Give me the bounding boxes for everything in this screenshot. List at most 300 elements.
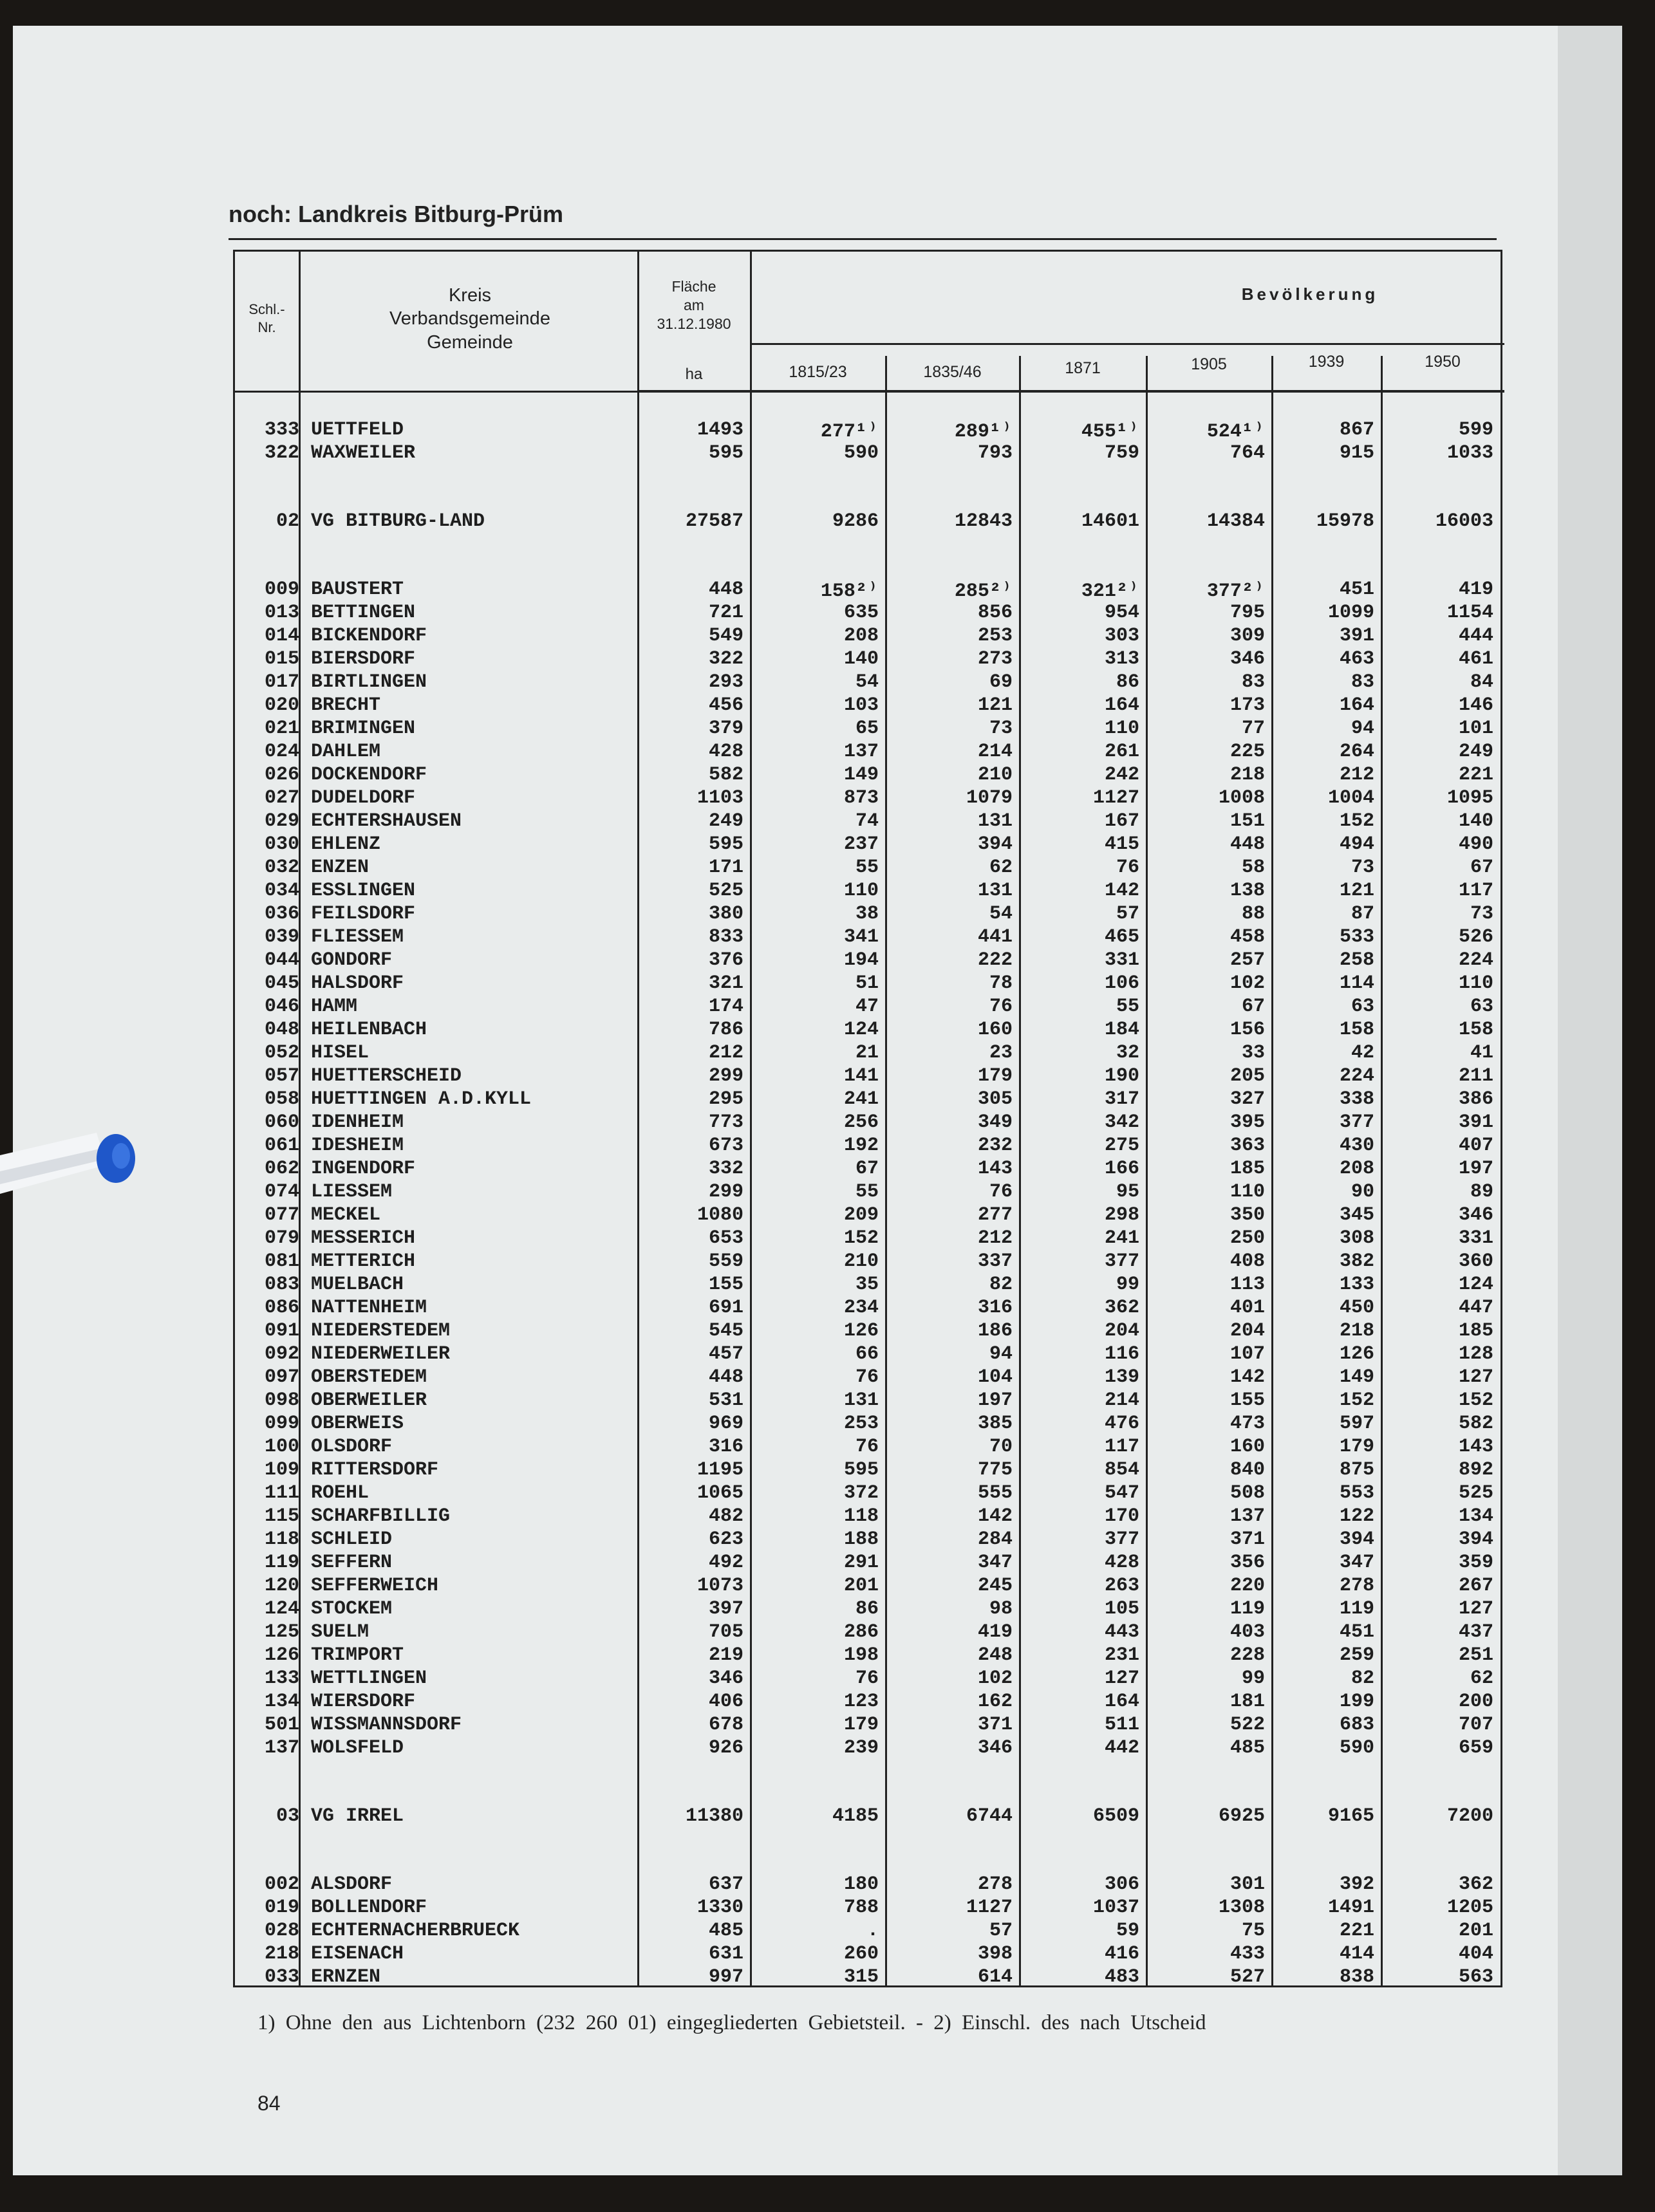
cell-population: 221 xyxy=(1458,764,1493,786)
cell-population: 1079 xyxy=(966,787,1013,809)
cell-population: 6925 xyxy=(1218,1805,1265,1827)
cell-population: 458 xyxy=(1230,926,1265,948)
cell-population: 67 xyxy=(1241,996,1265,1018)
table-row xyxy=(235,1482,1501,1505)
cell-population: 131 xyxy=(977,880,1013,902)
cell-population: 35 xyxy=(855,1274,879,1296)
cell-name: BIERSDORF xyxy=(311,648,416,670)
cell-name: METTERICH xyxy=(311,1250,416,1272)
cell-area: 171 xyxy=(708,857,743,878)
cell-population: 599 xyxy=(1458,419,1493,441)
cell-population: 23 xyxy=(989,1042,1013,1064)
cell-population: 126 xyxy=(1339,1343,1374,1365)
cell-population: 317 xyxy=(1104,1088,1139,1110)
cell-population: 273 xyxy=(977,648,1013,670)
cell-area: 637 xyxy=(708,1873,743,1895)
cell-population: 221 xyxy=(1339,1920,1374,1942)
cell-nr: 086 xyxy=(264,1297,299,1319)
table-row xyxy=(235,1966,1501,1989)
cell-nr: 057 xyxy=(264,1065,299,1087)
adjacent-page-edge xyxy=(1558,26,1622,2175)
cell-population: 331 xyxy=(1458,1227,1493,1249)
cell-population: 110 xyxy=(1230,1181,1265,1203)
cell-population: 401 xyxy=(1230,1297,1265,1319)
cell-population: 1095 xyxy=(1446,787,1493,809)
table-row xyxy=(235,1088,1501,1111)
table-row xyxy=(235,1111,1501,1135)
cell-area: 457 xyxy=(708,1343,743,1365)
title-rule xyxy=(229,238,1497,240)
cell-population: 4185 xyxy=(832,1805,879,1827)
cell-population: 211 xyxy=(1458,1065,1493,1087)
cell-population: 441 xyxy=(977,926,1013,948)
cell-name: OLSDORF xyxy=(311,1436,393,1458)
cell-nr: 013 xyxy=(264,602,299,624)
table-row xyxy=(235,996,1501,1019)
table-row xyxy=(235,1250,1501,1274)
cell-population: 465 xyxy=(1104,926,1139,948)
cell-population: 76 xyxy=(855,1366,879,1388)
table-row xyxy=(235,671,1501,694)
cell-population: 873 xyxy=(843,787,879,809)
cell-population: 511 xyxy=(1104,1714,1139,1736)
cell-population: 42 xyxy=(1351,1042,1374,1064)
cell-population: 614 xyxy=(977,1966,1013,1988)
cell-population: 197 xyxy=(977,1389,1013,1411)
table-row xyxy=(235,1297,1501,1320)
cell-name: FEILSDORF xyxy=(311,903,416,925)
cell-name: RITTERSDORF xyxy=(311,1459,439,1481)
cell-area: 380 xyxy=(708,903,743,925)
cell-nr: 033 xyxy=(264,1966,299,1988)
cell-nr: 026 xyxy=(264,764,299,786)
cell-name: SCHARFBILLIG xyxy=(311,1505,451,1527)
cell-area: 545 xyxy=(708,1320,743,1342)
cell-population: 1491 xyxy=(1327,1897,1374,1919)
cell-population: 194 xyxy=(843,949,879,971)
cell-area: 997 xyxy=(708,1966,743,1988)
table-row xyxy=(235,1575,1501,1598)
cell-population: 838 xyxy=(1339,1966,1374,1988)
cell-population: 127 xyxy=(1458,1366,1493,1388)
cell-area: 492 xyxy=(708,1552,743,1574)
cell-population: 394 xyxy=(977,833,1013,855)
cell-population: 32 xyxy=(1116,1042,1139,1064)
cell-population: 86 xyxy=(855,1598,879,1620)
cell-population: 1008 xyxy=(1218,787,1265,809)
cell-nr: 218 xyxy=(264,1943,299,1965)
cell-population: 309 xyxy=(1230,625,1265,647)
cell-population: 553 xyxy=(1339,1482,1374,1504)
cell-population: 137 xyxy=(843,741,879,763)
cell-population: 128 xyxy=(1458,1343,1493,1365)
cell-population: 394 xyxy=(1458,1529,1493,1550)
cell-population: 9165 xyxy=(1327,1805,1374,1827)
cell-population: 76 xyxy=(855,1436,879,1458)
table-row xyxy=(235,810,1501,833)
cell-population: 331 xyxy=(1104,949,1139,971)
cell-population: 263 xyxy=(1104,1575,1139,1597)
footnote: 1) Ohne den aus Lichtenborn (232 260 01) eingegliederten Gebietsteil. - 2) Einschl. des nach Utscheid xyxy=(257,2011,1206,2034)
cell-population: 522 xyxy=(1230,1714,1265,1736)
cell-nr: 081 xyxy=(264,1250,299,1272)
cell-population: 707 xyxy=(1458,1714,1493,1736)
cell-population: 261 xyxy=(1104,741,1139,763)
cell-population: 188 xyxy=(843,1529,879,1550)
cell-area: 155 xyxy=(708,1274,743,1296)
header-rule xyxy=(750,343,1504,345)
cell-area: 525 xyxy=(708,880,743,902)
cell-population: 198 xyxy=(843,1644,879,1666)
cell-name: IDESHEIM xyxy=(311,1135,404,1157)
cell-population: 451 xyxy=(1339,579,1374,600)
cell-area: 27587 xyxy=(685,510,743,532)
table-row xyxy=(235,1598,1501,1621)
cell-population: 1154 xyxy=(1446,602,1493,624)
cell-name: OBERSTEDEM xyxy=(311,1366,427,1388)
cell-population: 152 xyxy=(1339,810,1374,832)
cell-name: ROEHL xyxy=(311,1482,369,1504)
cell-population: 76 xyxy=(989,996,1013,1018)
cell-population: 371 xyxy=(1230,1529,1265,1550)
table-row xyxy=(235,648,1501,671)
cell-population: 218 xyxy=(1230,764,1265,786)
cell-population: 164 xyxy=(1339,694,1374,716)
cell-name: WAXWEILER xyxy=(311,442,416,464)
cell-population: 76 xyxy=(989,1181,1013,1203)
cell-population: 635 xyxy=(843,602,879,624)
cell-population: 298 xyxy=(1104,1204,1139,1226)
cell-population: 245 xyxy=(977,1575,1013,1597)
cell-population: 114 xyxy=(1339,972,1374,994)
cell-population: 483 xyxy=(1104,1966,1139,1988)
cell-population: 118 xyxy=(843,1505,879,1527)
cell-population: 386 xyxy=(1458,1088,1493,1110)
cell-population: 775 xyxy=(977,1459,1013,1481)
cell-area: 174 xyxy=(708,996,743,1018)
cell-population: 158 xyxy=(1339,1019,1374,1041)
cell-population: 590 xyxy=(1339,1737,1374,1759)
cell-name: SEFFERN xyxy=(311,1552,393,1574)
cell-population: 173 xyxy=(1230,694,1265,716)
cell-area: 833 xyxy=(708,926,743,948)
cell-nr: 048 xyxy=(264,1019,299,1041)
cell-name: BRECHT xyxy=(311,694,381,716)
cell-population: 448 xyxy=(1230,833,1265,855)
cell-area: 456 xyxy=(708,694,743,716)
table-row xyxy=(235,1459,1501,1482)
cell-population: 167 xyxy=(1104,810,1139,832)
cell-population: 63 xyxy=(1470,996,1493,1018)
header-name: Kreis Verbandsgemeinde Gemeinde xyxy=(389,285,550,353)
cell-nr: 034 xyxy=(264,880,299,902)
cell-population: 209 xyxy=(843,1204,879,1226)
header-year: 1939 xyxy=(1308,353,1345,371)
cell-nr: 097 xyxy=(264,1366,299,1388)
cell-name: BICKENDORF xyxy=(311,625,427,647)
cell-name: WOLSFELD xyxy=(311,1737,404,1759)
cell-population: 315 xyxy=(843,1966,879,1988)
cell-population: 205 xyxy=(1230,1065,1265,1087)
cell-name: BOLLENDORF xyxy=(311,1897,427,1919)
cell-population: 83 xyxy=(1241,671,1265,693)
cell-population: 527 xyxy=(1230,1966,1265,1988)
cell-population: 253 xyxy=(977,625,1013,647)
cell-population: 347 xyxy=(977,1552,1013,1574)
cell-area: 559 xyxy=(708,1250,743,1272)
cell-population: 41 xyxy=(1470,1042,1493,1064)
cell-population: 76 xyxy=(1116,857,1139,878)
table-row xyxy=(235,1529,1501,1552)
cell-population: 14384 xyxy=(1206,510,1265,532)
cell-area: 406 xyxy=(708,1691,743,1713)
cell-population: 291 xyxy=(843,1552,879,1574)
cell-population: 306 xyxy=(1104,1873,1139,1895)
table-row xyxy=(235,764,1501,787)
cell-population: 98 xyxy=(989,1598,1013,1620)
cell-population: 360 xyxy=(1458,1250,1493,1272)
cell-population: 362 xyxy=(1104,1297,1139,1319)
cell-area: 219 xyxy=(708,1644,743,1666)
population-table xyxy=(233,250,1502,1987)
cell-population: 285²⁾ xyxy=(954,581,1013,602)
cell-nr: 100 xyxy=(264,1436,299,1458)
cell-area: 428 xyxy=(708,741,743,763)
cell-population: 6509 xyxy=(1092,1805,1139,1827)
cell-population: 142 xyxy=(1230,1366,1265,1388)
table-row xyxy=(235,718,1501,741)
cell-population: 377 xyxy=(1339,1111,1374,1133)
table-row xyxy=(235,1042,1501,1065)
cell-population: 210 xyxy=(843,1250,879,1272)
cell-population: 143 xyxy=(1458,1436,1493,1458)
cell-name: BIRTLINGEN xyxy=(311,671,427,693)
cell-nr: 029 xyxy=(264,810,299,832)
cell-population: 121 xyxy=(1339,880,1374,902)
table-row xyxy=(235,1552,1501,1575)
cell-nr: 060 xyxy=(264,1111,299,1133)
cell-nr: 03 xyxy=(276,1805,299,1827)
cell-area: 773 xyxy=(708,1111,743,1133)
cell-population: 134 xyxy=(1458,1505,1493,1527)
cell-population: 659 xyxy=(1458,1737,1493,1759)
cell-nr: 111 xyxy=(264,1482,299,1504)
cell-area: 969 xyxy=(708,1413,743,1435)
table-row xyxy=(235,1920,1501,1943)
cell-population: 158 xyxy=(1458,1019,1493,1041)
header-year: 1905 xyxy=(1191,355,1227,373)
cell-population: 162 xyxy=(977,1691,1013,1713)
cell-population: 76 xyxy=(855,1668,879,1689)
cell-population: 1099 xyxy=(1327,602,1374,624)
cell-population: 547 xyxy=(1104,1482,1139,1504)
page-number: 84 xyxy=(257,2092,281,2115)
cell-population: 1037 xyxy=(1092,1897,1139,1919)
cell-population: 394 xyxy=(1339,1529,1374,1550)
cell-population: 106 xyxy=(1104,972,1139,994)
cell-nr: 017 xyxy=(264,671,299,693)
cell-population: 875 xyxy=(1339,1459,1374,1481)
cell-area: 397 xyxy=(708,1598,743,1620)
cell-nr: 009 xyxy=(264,579,299,600)
table-row xyxy=(235,1873,1501,1897)
cell-population: 224 xyxy=(1458,949,1493,971)
cell-population: 237 xyxy=(843,833,879,855)
cell-population: 16003 xyxy=(1435,510,1493,532)
cell-population: 1127 xyxy=(966,1897,1013,1919)
header-year: 1815/23 xyxy=(789,363,847,381)
cell-population: 590 xyxy=(843,442,879,464)
cell-population: 683 xyxy=(1339,1714,1374,1736)
cell-population: 104 xyxy=(977,1366,1013,1388)
cell-nr: 020 xyxy=(264,694,299,716)
cell-population: 308 xyxy=(1339,1227,1374,1249)
cell-area: 926 xyxy=(708,1737,743,1759)
table-row xyxy=(235,1436,1501,1459)
cell-population: 69 xyxy=(989,671,1013,693)
table-row xyxy=(235,1227,1501,1250)
cell-population: 316 xyxy=(977,1297,1013,1319)
cell-population: 101 xyxy=(1458,718,1493,739)
cell-population: 158²⁾ xyxy=(820,581,879,602)
cell-population: 210 xyxy=(977,764,1013,786)
cell-name: OBERWEILER xyxy=(311,1389,427,1411)
cell-population: 21 xyxy=(855,1042,879,1064)
cell-population: 184 xyxy=(1104,1019,1139,1041)
cell-population: 103 xyxy=(843,694,879,716)
cell-area: 346 xyxy=(708,1668,743,1689)
table-row xyxy=(235,1805,1501,1828)
table-row xyxy=(235,1204,1501,1227)
cell-population: 377 xyxy=(1104,1250,1139,1272)
cell-population: 359 xyxy=(1458,1552,1493,1574)
table-row xyxy=(235,1668,1501,1691)
cell-population: 345 xyxy=(1339,1204,1374,1226)
cell-population: 185 xyxy=(1230,1158,1265,1180)
table-row xyxy=(235,1691,1501,1714)
cell-population: 117 xyxy=(1104,1436,1139,1458)
cell-population: 57 xyxy=(1116,903,1139,925)
cell-population: 232 xyxy=(977,1135,1013,1157)
cell-population: 403 xyxy=(1230,1621,1265,1643)
cell-nr: 045 xyxy=(264,972,299,994)
cell-population: 6744 xyxy=(966,1805,1013,1827)
cell-population: 404 xyxy=(1458,1943,1493,1965)
cell-nr: 083 xyxy=(264,1274,299,1296)
cell-population: 121 xyxy=(977,694,1013,716)
cell-population: 181 xyxy=(1230,1691,1265,1713)
cell-population: 142 xyxy=(1104,880,1139,902)
cell-area: 299 xyxy=(708,1065,743,1087)
cell-name: HUETTERSCHEID xyxy=(311,1065,462,1087)
cell-area: 379 xyxy=(708,718,743,739)
cell-nr: 109 xyxy=(264,1459,299,1481)
cell-name: SCHLEID xyxy=(311,1529,393,1550)
cell-area: 1073 xyxy=(697,1575,743,1597)
cell-area: 673 xyxy=(708,1135,743,1157)
cell-name: SUELM xyxy=(311,1621,369,1643)
cell-population: 123 xyxy=(843,1691,879,1713)
cell-area: 531 xyxy=(708,1389,743,1411)
cell-population: 437 xyxy=(1458,1621,1493,1643)
cell-population: 258 xyxy=(1339,949,1374,971)
cell-area: 11380 xyxy=(685,1805,743,1827)
cell-population: 141 xyxy=(843,1065,879,1087)
cell-population: 62 xyxy=(989,857,1013,878)
cell-area: 653 xyxy=(708,1227,743,1249)
cell-nr: 062 xyxy=(264,1158,299,1180)
cell-nr: 058 xyxy=(264,1088,299,1110)
cell-nr: 137 xyxy=(264,1737,299,1759)
cell-population: 214 xyxy=(977,741,1013,763)
cell-population: 116 xyxy=(1104,1343,1139,1365)
cell-population: 476 xyxy=(1104,1413,1139,1435)
cell-area: 1080 xyxy=(697,1204,743,1226)
cell-population: 55 xyxy=(855,1181,879,1203)
cell-population: 146 xyxy=(1458,694,1493,716)
cell-population: 83 xyxy=(1351,671,1374,693)
cell-population: 199 xyxy=(1339,1691,1374,1713)
cell-population: 88 xyxy=(1241,903,1265,925)
cell-population: 54 xyxy=(855,671,879,693)
cell-population: 867 xyxy=(1339,419,1374,441)
cell-area: 705 xyxy=(708,1621,743,1643)
cell-population: 392 xyxy=(1339,1873,1374,1895)
cell-population: 490 xyxy=(1458,833,1493,855)
cell-population: 414 xyxy=(1339,1943,1374,1965)
cell-population: 382 xyxy=(1339,1250,1374,1272)
cell-population: 73 xyxy=(989,718,1013,739)
cell-name: BAUSTERT xyxy=(311,579,404,600)
cell-population: 278 xyxy=(977,1873,1013,1895)
cell-population: 126 xyxy=(843,1320,879,1342)
cell-population: 208 xyxy=(1339,1158,1374,1180)
cell-population: 9286 xyxy=(832,510,879,532)
cell-population: 155 xyxy=(1230,1389,1265,1411)
cell-nr: 02 xyxy=(276,510,299,532)
cell-population: 190 xyxy=(1104,1065,1139,1087)
cell-area: 582 xyxy=(708,764,743,786)
cell-population: 377 xyxy=(1104,1529,1139,1550)
cell-population: 55 xyxy=(855,857,879,878)
cell-population: 166 xyxy=(1104,1158,1139,1180)
cell-population: 234 xyxy=(843,1297,879,1319)
cell-population: 321²⁾ xyxy=(1081,581,1139,602)
cell-name: HUETTINGEN A.D.KYLL xyxy=(311,1088,532,1110)
cell-population: 463 xyxy=(1339,648,1374,670)
cell-population: 433 xyxy=(1230,1943,1265,1965)
cell-name: HALSDORF xyxy=(311,972,404,994)
cell-population: 127 xyxy=(1104,1668,1139,1689)
table-row xyxy=(235,1320,1501,1343)
table-row xyxy=(235,1019,1501,1042)
cell-name: LIESSEM xyxy=(311,1181,393,1203)
cell-nr: 015 xyxy=(264,648,299,670)
cell-area: 1103 xyxy=(697,787,743,809)
cell-population: 277 xyxy=(977,1204,1013,1226)
cell-population: 346 xyxy=(1230,648,1265,670)
cell-population: 239 xyxy=(843,1737,879,1759)
cell-area: 249 xyxy=(708,810,743,832)
cell-area: 293 xyxy=(708,671,743,693)
cell-population: 278 xyxy=(1339,1575,1374,1597)
cell-population: 363 xyxy=(1230,1135,1265,1157)
cell-nr: 124 xyxy=(264,1598,299,1620)
cell-population: 231 xyxy=(1104,1644,1139,1666)
cell-population: 82 xyxy=(989,1274,1013,1296)
cell-population: 241 xyxy=(1104,1227,1139,1249)
cell-area: 1493 xyxy=(697,419,743,441)
